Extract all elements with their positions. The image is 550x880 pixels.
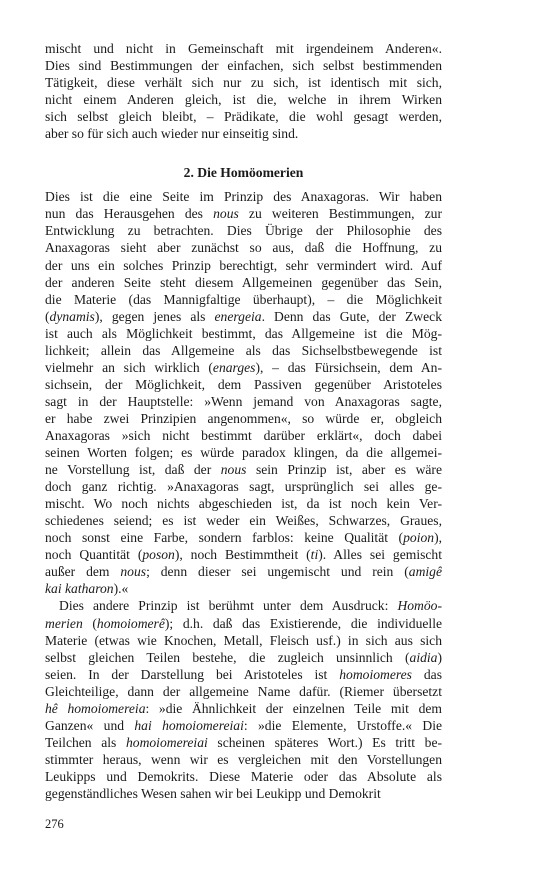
text-line: Leukipps und Demokrits. Diese Materie oder das Absolute als: [45, 768, 442, 784]
text-line: er habe zwei Prinzipien angenommen«, so würde er, obgleich: [45, 410, 442, 426]
paragraph-second: [45, 597, 442, 802]
text-line: ist auch als Möglichkeit bestimmt, das Allgemeine ist die Mög-: [45, 325, 442, 341]
text-line: Dies andere Prinzip ist berühmt unter dem Ausdruck: Homöo-: [59, 598, 442, 614]
paragraph-top: [45, 40, 442, 142]
text-line: seien. In der Darstellung bei Aristoteles ist homoiomeres das: [45, 666, 442, 682]
text-line: mischt. Wo noch nichts abgeschieden ist, da ist noch kein Ver-: [45, 496, 442, 512]
paragraph-main: [45, 188, 442, 597]
text-line: Gleichteilige, dann der allgemeine Name dafür. (Riemer übersetzt: [45, 683, 442, 699]
text-line: schiedenes seiend; es ist weder ein Weißes, Schwarzes, Graues,: [45, 513, 442, 529]
text-line: Teilchen als homoiomereiai scheinen späteres Wort.) Es tritt be-: [45, 734, 443, 750]
text-line: Dies sind Bestimmungen der einfachen, sich selbst bestimmenden: [45, 58, 442, 74]
page-body: [45, 40, 442, 802]
text-line: außer dem nous; denn dieser sei ungemischt und rein (amigê: [45, 564, 442, 580]
text-line: Tätigkeit, diese verhält sich nur zu sich, ist identisch mit sich,: [45, 75, 442, 91]
text-line: Ganzen« und hai homoiomereiai: »die Elemente, Urstoffe.« Die: [45, 717, 443, 733]
text-line: sagt in der Hauptstelle: »Wenn jemand von Anaxagoras sagte,: [45, 393, 442, 409]
text-line: lichkeit; allein das Allgemeine als das Sichselbstbewegende ist: [45, 342, 442, 358]
text-line: nicht einem Anderen gleich, ist die, welche in ihrem Wirken: [45, 92, 442, 108]
text-line: sichsein, der Möglichkeit, dem Passiven gegenüber Aristoteles: [45, 376, 442, 392]
text-line: aber so für sich auch wieder nur einseitig sind.: [45, 126, 299, 142]
text-line: vielmehr an sich wirklich (enarges), – das Fürsichsein, dem An-: [45, 359, 442, 375]
text-line: Anaxagoras »sich nicht bestimmt darüber erklärt«, doch dabei: [45, 427, 442, 443]
text-line: hê homoiomereia: »die Ähnlichkeit der einzelnen Teile mit dem: [45, 700, 442, 716]
text-line: noch sonst eine Farbe, sondern farblos: keine Qualität (poion),: [45, 530, 442, 546]
text-line: die Materie (das Mannigfaltige überhaupt), – die Möglichkeit: [45, 291, 442, 307]
text-line: Dies ist die eine Seite im Prinzip des Anaxagoras. Wir haben: [45, 189, 442, 205]
text-line: ne Vorstellung ist, daß der nous sein Prinzip ist, aber es wäre: [45, 462, 442, 478]
text-line: Entwicklung zu betrachten. Dies Übrige der Philosophie des: [45, 223, 442, 239]
text-line: sich selbst gleich bleibt, – Prädikate, die wohl gesagt werden,: [45, 109, 442, 125]
page-number: 276: [45, 817, 64, 831]
text-line: noch Quantität (poson), noch Bestimmtheit (ti). Alles sei gemischt: [45, 547, 442, 563]
text-line: kai katharon).«: [45, 581, 129, 597]
text-line: mischt und nicht in Gemeinschaft mit irgendeinem Anderen«.: [45, 41, 442, 56]
text-line: seinen Worten folgen; es würde paradox klingen, da die allgemei-: [45, 445, 442, 461]
text-line: (dynamis), gegen jenes als energeia. Denn das Gute, der Zweck: [45, 308, 442, 324]
text-line: gegenständliches Wesen sahen wir bei Leukipp und Demokrit: [45, 785, 381, 801]
text-line: doch ganz richtig. »Anaxagoras sagt, ursprünglich sei alles ge-: [45, 479, 442, 495]
text-line: merien (homoiomerê); d.h. daß das Existierende, die individuelle: [45, 615, 442, 631]
text-line: nun das Herausgehen des nous zu weiteren Bestimmungen, zur: [45, 206, 442, 222]
text-line: selbst gleichen Teilen bestehe, die zugleich unsinnlich (aidia): [45, 649, 442, 665]
text-line: Anaxagoras sieht aber zunächst so aus, daß die Hoffnung, zu: [45, 240, 442, 256]
text-line: Materie (etwas wie Knochen, Metall, Fleisch usf.) in sich aus sich: [45, 632, 442, 648]
text-line: der anderen Seite steht diesem Allgemeinen gegenüber das Sein,: [45, 274, 442, 290]
text-line: der uns ein solches Prinzip berechtigt, sehr vermindert wird. Auf: [45, 257, 442, 273]
section-heading: 2. Die Homöomerien: [183, 165, 304, 181]
text-line: stimmter heraus, wenn wir es vergleichen mit den Vorstellungen: [45, 751, 442, 767]
